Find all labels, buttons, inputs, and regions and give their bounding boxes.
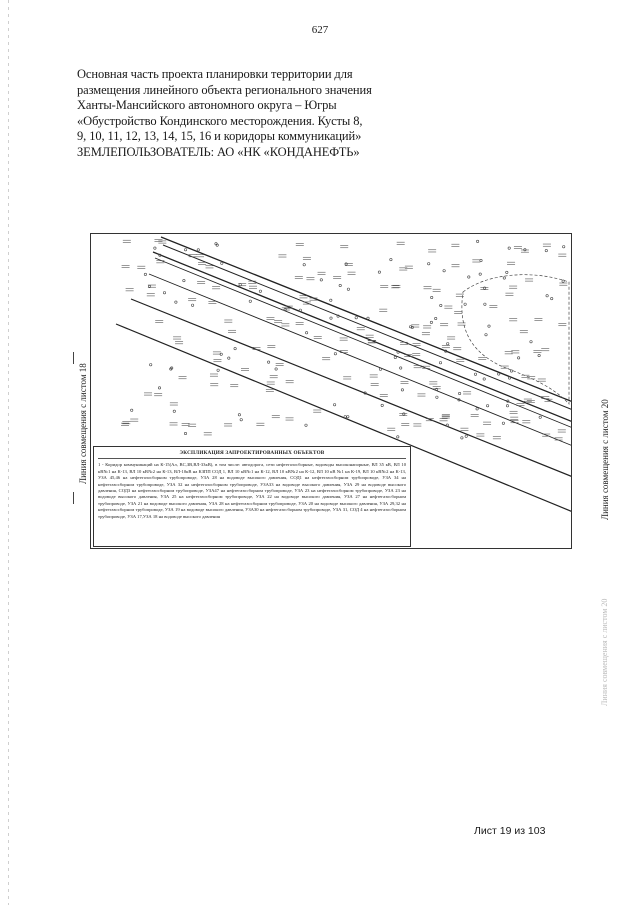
swamp-mark: [524, 399, 532, 401]
vegetation-dots: [131, 240, 565, 439]
vegetation-dot: [339, 284, 341, 286]
swamp-mark: [505, 293, 513, 295]
vegetation-dot: [184, 432, 186, 434]
swamp-mark: [179, 377, 187, 379]
match-line-dash: [73, 352, 74, 364]
vegetation-dot: [545, 249, 547, 251]
swamp-mark: [175, 342, 183, 344]
vegetation-dot: [154, 247, 156, 249]
vegetation-dot: [330, 299, 332, 301]
swamp-mark: [130, 419, 138, 421]
vegetation-dot: [367, 317, 369, 319]
vegetation-dot: [474, 373, 476, 375]
swamp-mark: [122, 422, 130, 424]
swamp-mark: [208, 301, 216, 303]
vegetation-dot: [485, 334, 487, 336]
swamp-mark: [428, 250, 436, 252]
vegetation-dot: [506, 271, 508, 273]
swamp-mark: [527, 400, 535, 402]
swamp-mark: [123, 240, 131, 242]
vegetation-dot: [175, 301, 177, 303]
swamp-mark: [122, 265, 130, 267]
swamp-mark: [471, 415, 479, 417]
swamp-mark: [429, 382, 437, 384]
swamp-mark: [476, 434, 484, 436]
vegetation-dot: [150, 364, 152, 366]
vegetation-dot: [355, 317, 357, 319]
vegetation-dot: [400, 367, 402, 369]
swamp-mark: [170, 423, 178, 425]
swamp-mark: [522, 421, 530, 423]
swamp-mark: [401, 423, 409, 425]
swamp-mark: [447, 337, 455, 339]
document-header: [77, 67, 397, 161]
swamp-mark: [454, 311, 462, 313]
swamp-mark: [444, 306, 452, 308]
vegetation-dot: [517, 357, 519, 359]
swamp-mark: [558, 254, 566, 256]
vegetation-dot: [468, 276, 470, 278]
swamp-mark: [483, 422, 491, 424]
swamp-mark: [412, 353, 420, 355]
vegetation-dot: [240, 419, 242, 421]
swamp-mark: [249, 286, 257, 288]
vegetation-dot: [347, 288, 349, 290]
vegetation-dot: [461, 437, 463, 439]
swamp-mark: [295, 277, 303, 279]
swamp-mark: [343, 377, 351, 379]
swamp-mark: [270, 376, 278, 378]
vegetation-dot: [267, 361, 269, 363]
swamp-mark: [451, 265, 459, 267]
vegetation-dot: [476, 408, 478, 410]
vegetation-dot: [510, 370, 512, 372]
swamp-mark: [489, 305, 497, 307]
match-line-right-bleed: Линия совмещения с листом 20: [600, 598, 609, 706]
swamp-mark: [543, 244, 551, 246]
planning-map: [90, 233, 572, 549]
swamp-mark: [413, 343, 421, 345]
swamp-mark: [380, 394, 388, 396]
vegetation-dot: [483, 378, 485, 380]
swamp-mark: [413, 424, 421, 426]
swamp-mark: [281, 324, 289, 326]
vegetation-dot: [480, 259, 482, 261]
area-boundary: [462, 275, 569, 404]
vegetation-dot: [131, 409, 133, 411]
vegetation-dot: [486, 405, 488, 407]
vegetation-dot: [484, 303, 486, 305]
swamp-mark: [387, 428, 395, 430]
swamp-mark: [525, 279, 533, 281]
vegetation-dot: [508, 247, 510, 249]
swamp-mark: [371, 383, 379, 385]
vegetation-dot: [503, 277, 505, 279]
swamp-mark: [224, 320, 232, 322]
page-edge: [8, 0, 9, 905]
sheet-counter: Лист 19 из 103: [474, 825, 546, 837]
swamp-mark: [510, 417, 518, 419]
swamp-mark: [278, 255, 286, 257]
vegetation-dot: [173, 410, 175, 412]
vegetation-dot: [305, 332, 307, 334]
swamp-mark: [205, 266, 213, 268]
vegetation-dot: [546, 295, 548, 297]
vegetation-dot: [563, 246, 565, 248]
vegetation-dot: [334, 353, 336, 355]
vegetation-dot: [458, 392, 460, 394]
swamp-mark: [460, 428, 468, 430]
vegetation-dot: [184, 249, 186, 251]
vegetation-dot: [465, 435, 467, 437]
header-line: ЗЕМЛЕПОЛЬЗОВАТЕЛЬ: АО «НК «КОНДАНЕФТЬ»: [77, 144, 360, 159]
vegetation-dot: [158, 387, 160, 389]
vegetation-dot: [238, 414, 240, 416]
header-line: 9, 10, 11, 12, 13, 14, 15, 16 и коридоры коммуникаций»: [77, 129, 362, 144]
vegetation-dot: [436, 396, 438, 398]
header-line: Ханты-Мансийского автономного округа – Югры: [77, 98, 337, 113]
swamp-mark: [303, 257, 311, 259]
legend-text: 1 - Коридор коммуникаций на К-15(Ал, ВС,ЗВ,ВЛ-33кВ), в том числе: автодорога, сети нефтегазосборные, водоводы высоконапорные, ВЛ 35 кВ, ВЛ 10 кВ№1 на К-13, ВЛ 10 кВ№2 на К-13, ВЛ-10кВ на КЗПП СОД 1, ВЛ 10 кВ№1 на К-12, ВЛ 10 кВ№2 на К-12, ВЛ 10 кВ №1 на К-19, ВЛ 10 кВ№2 на К-13, УЗА 45,46 на нефтегазосборном трубопроводе, УЗА 28 на водоводе высокого давления, СОД1 на нефтегазосборном трубопроводе, УЗА 34 на нефтегазосборном трубопроводе, УЗА 32 на нефтегазосборном трубопроводе, УЗА33 на водоводе высокого давления, УЗА 29 на водоводе высокого давления, СОД3 на нефтегазосборном трубопроводе, УЗА47 на нефтегазосборном трубопроводе, УЗА 23 на нефтегазосборном трубопроводе, УЗА 23 на водоводе высокого давления, УЗА 25 на нефтегазосборном трубопроводе, УЗА 22 на водоводе высокого давления, УЗА 27 на нефтегазосборном трубопроводе, УЗА 21 на водоводе высокого давления, УЗА 28 на нефтегазосборном трубопроводе, УЗА 20 на водоводе высокого давления, УЗА 29,32 на нефтегазосборном трубопроводе, УЗА 19 на водоводе высокого давления, УЗА30 на нефтегазосборном трубопроводе, УЗА 31, СОД 4 на нефтегазосборном трубопроводе, УЗА 17,УЗА 18 на водоводе высокого давления: [98, 462, 406, 519]
vegetation-dot: [530, 341, 532, 343]
swamp-mark: [137, 266, 145, 268]
swamp-mark: [440, 324, 448, 326]
swamp-mark: [380, 285, 388, 287]
swamp-mark: [286, 381, 294, 383]
swamp-mark: [433, 289, 441, 291]
swamp-mark: [256, 423, 264, 425]
vegetation-dot: [221, 262, 223, 264]
swamp-mark: [313, 410, 321, 412]
legend-box: [93, 446, 411, 547]
vegetation-dot: [506, 405, 508, 407]
vegetation-dot: [379, 368, 381, 370]
swamp-mark: [306, 278, 314, 280]
swamp-mark: [144, 393, 152, 395]
swamp-mark: [198, 262, 206, 264]
swamp-mark: [357, 328, 365, 330]
swamp-mark: [458, 323, 466, 325]
swamp-mark: [370, 375, 378, 377]
vegetation-dot: [163, 292, 165, 294]
vegetation-dot: [476, 240, 478, 242]
swamp-mark: [241, 368, 249, 370]
swamp-mark: [366, 335, 374, 337]
swamp-mark: [230, 385, 238, 387]
vegetation-dot: [228, 357, 230, 359]
header-line: Основная часть проекта планировки территории для: [77, 67, 353, 81]
vegetation-dot: [440, 304, 442, 306]
vegetation-dot: [333, 404, 335, 406]
vegetation-dot: [249, 300, 251, 302]
vegetation-dot: [498, 373, 500, 375]
swamp-mark: [266, 317, 274, 319]
swamp-mark: [210, 374, 218, 376]
vegetation-dot: [183, 279, 185, 281]
vegetation-dot: [435, 317, 437, 319]
swamp-mark: [463, 392, 471, 394]
swamp-mark: [188, 299, 196, 301]
swamp-mark: [424, 287, 432, 289]
page-number: 627: [311, 24, 329, 36]
vegetation-dot: [397, 436, 399, 438]
swamp-mark: [533, 350, 541, 352]
vegetation-dot: [502, 422, 504, 424]
swamp-mark: [274, 320, 282, 322]
swamp-mark: [509, 319, 517, 321]
swamp-mark: [478, 357, 486, 359]
vegetation-dot: [447, 343, 449, 345]
swamp-mark: [266, 389, 274, 391]
swamp-mark: [333, 276, 341, 278]
swamp-mark: [204, 433, 212, 435]
swamp-mark: [170, 403, 178, 405]
vegetation-dot: [539, 416, 541, 418]
swamp-mark: [228, 330, 236, 332]
vegetation-dot: [439, 362, 441, 364]
swamp-mark: [397, 242, 405, 244]
vegetation-dot: [303, 264, 305, 266]
swamp-mark: [322, 358, 330, 360]
swamp-mark: [440, 419, 448, 421]
header-line: размещения линейного объекта регионального значения: [77, 82, 372, 97]
vegetation-dot: [197, 249, 199, 251]
swamp-mark: [379, 309, 387, 311]
swamp-mark: [267, 345, 275, 347]
swamp-mark: [296, 243, 304, 245]
vegetation-dot: [538, 354, 540, 356]
swamp-mark: [541, 349, 549, 351]
swamp-mark: [267, 382, 275, 384]
swamp-mark: [442, 346, 450, 348]
swamp-mark: [126, 289, 134, 291]
vegetation-dot: [562, 280, 564, 282]
swamp-mark: [121, 423, 129, 425]
vegetation-dot: [443, 270, 445, 272]
vegetation-dot: [144, 273, 146, 275]
swamp-mark: [212, 287, 220, 289]
swamp-mark: [276, 363, 284, 365]
vegetation-dot: [330, 317, 332, 319]
swamp-mark: [213, 352, 221, 354]
swamp-mark: [196, 255, 204, 257]
swamp-mark: [453, 348, 461, 350]
swamp-mark: [558, 430, 566, 432]
vegetation-dot: [488, 325, 490, 327]
swamp-hatching: [121, 239, 567, 440]
swamp-mark: [296, 322, 304, 324]
swamp-mark: [400, 381, 408, 383]
vegetation-dot: [390, 258, 392, 260]
vegetation-dot: [430, 321, 432, 323]
vegetation-dot: [259, 290, 261, 292]
vegetation-dot: [551, 297, 553, 299]
vegetation-dot: [217, 369, 219, 371]
swamp-mark: [182, 423, 190, 425]
swamp-mark: [340, 338, 348, 340]
swamp-mark: [286, 418, 294, 420]
swamp-mark: [456, 359, 464, 361]
swamp-mark: [534, 318, 542, 320]
swamp-mark: [210, 384, 218, 386]
vegetation-dot: [381, 404, 383, 406]
swamp-mark: [510, 411, 518, 413]
swamp-mark: [520, 331, 528, 333]
swamp-mark: [188, 424, 196, 426]
vegetation-dot: [479, 273, 481, 275]
match-line-right: Линия совмещения с листом 20: [600, 399, 610, 520]
swamp-mark: [299, 296, 307, 298]
vegetation-dot: [428, 263, 430, 265]
vegetation-dot: [305, 424, 307, 426]
vegetation-dot: [234, 347, 236, 349]
vegetation-dot: [401, 389, 403, 391]
swamp-mark: [538, 379, 546, 381]
swamp-mark: [154, 394, 162, 396]
swamp-mark: [558, 324, 566, 326]
swamp-mark: [422, 333, 430, 335]
swamp-mark: [340, 246, 348, 248]
swamp-mark: [318, 272, 326, 274]
swamp-mark: [213, 360, 221, 362]
vegetation-dot: [431, 296, 433, 298]
swamp-mark: [507, 262, 515, 264]
swamp-mark: [314, 336, 322, 338]
vegetation-dot: [275, 368, 277, 370]
swamp-mark: [173, 337, 181, 339]
vegetation-dot: [394, 356, 396, 358]
swamp-mark: [472, 260, 480, 262]
header-line: «Обустройство Кондинского месторождения. Кусты 8,: [77, 113, 363, 128]
swamp-mark: [197, 281, 205, 283]
swamp-mark: [348, 272, 356, 274]
swamp-mark: [493, 437, 501, 439]
vegetation-dot: [191, 304, 193, 306]
swamp-mark: [509, 286, 517, 288]
swamp-mark: [423, 326, 431, 328]
swamp-mark: [417, 394, 425, 396]
vegetation-dot: [464, 303, 466, 305]
legend-title: ЭКСПЛИКАЦИЯ ЗАПРОЕКТИРОВАННЫХ ОБЪЕКТОВ: [98, 450, 406, 459]
swamp-mark: [272, 416, 280, 418]
match-line-left: Линия совмещения с листом 18: [78, 363, 88, 484]
swamp-mark: [155, 320, 163, 322]
swamp-mark: [451, 244, 459, 246]
vegetation-dot: [320, 279, 322, 281]
swamp-mark: [224, 424, 232, 426]
swamp-mark: [514, 246, 522, 248]
match-line-dash: [73, 492, 74, 504]
vegetation-dot: [347, 416, 349, 418]
swamp-mark: [147, 294, 155, 296]
vegetation-dot: [378, 271, 380, 273]
swamp-mark: [559, 283, 567, 285]
vegetation-dot: [344, 416, 346, 418]
